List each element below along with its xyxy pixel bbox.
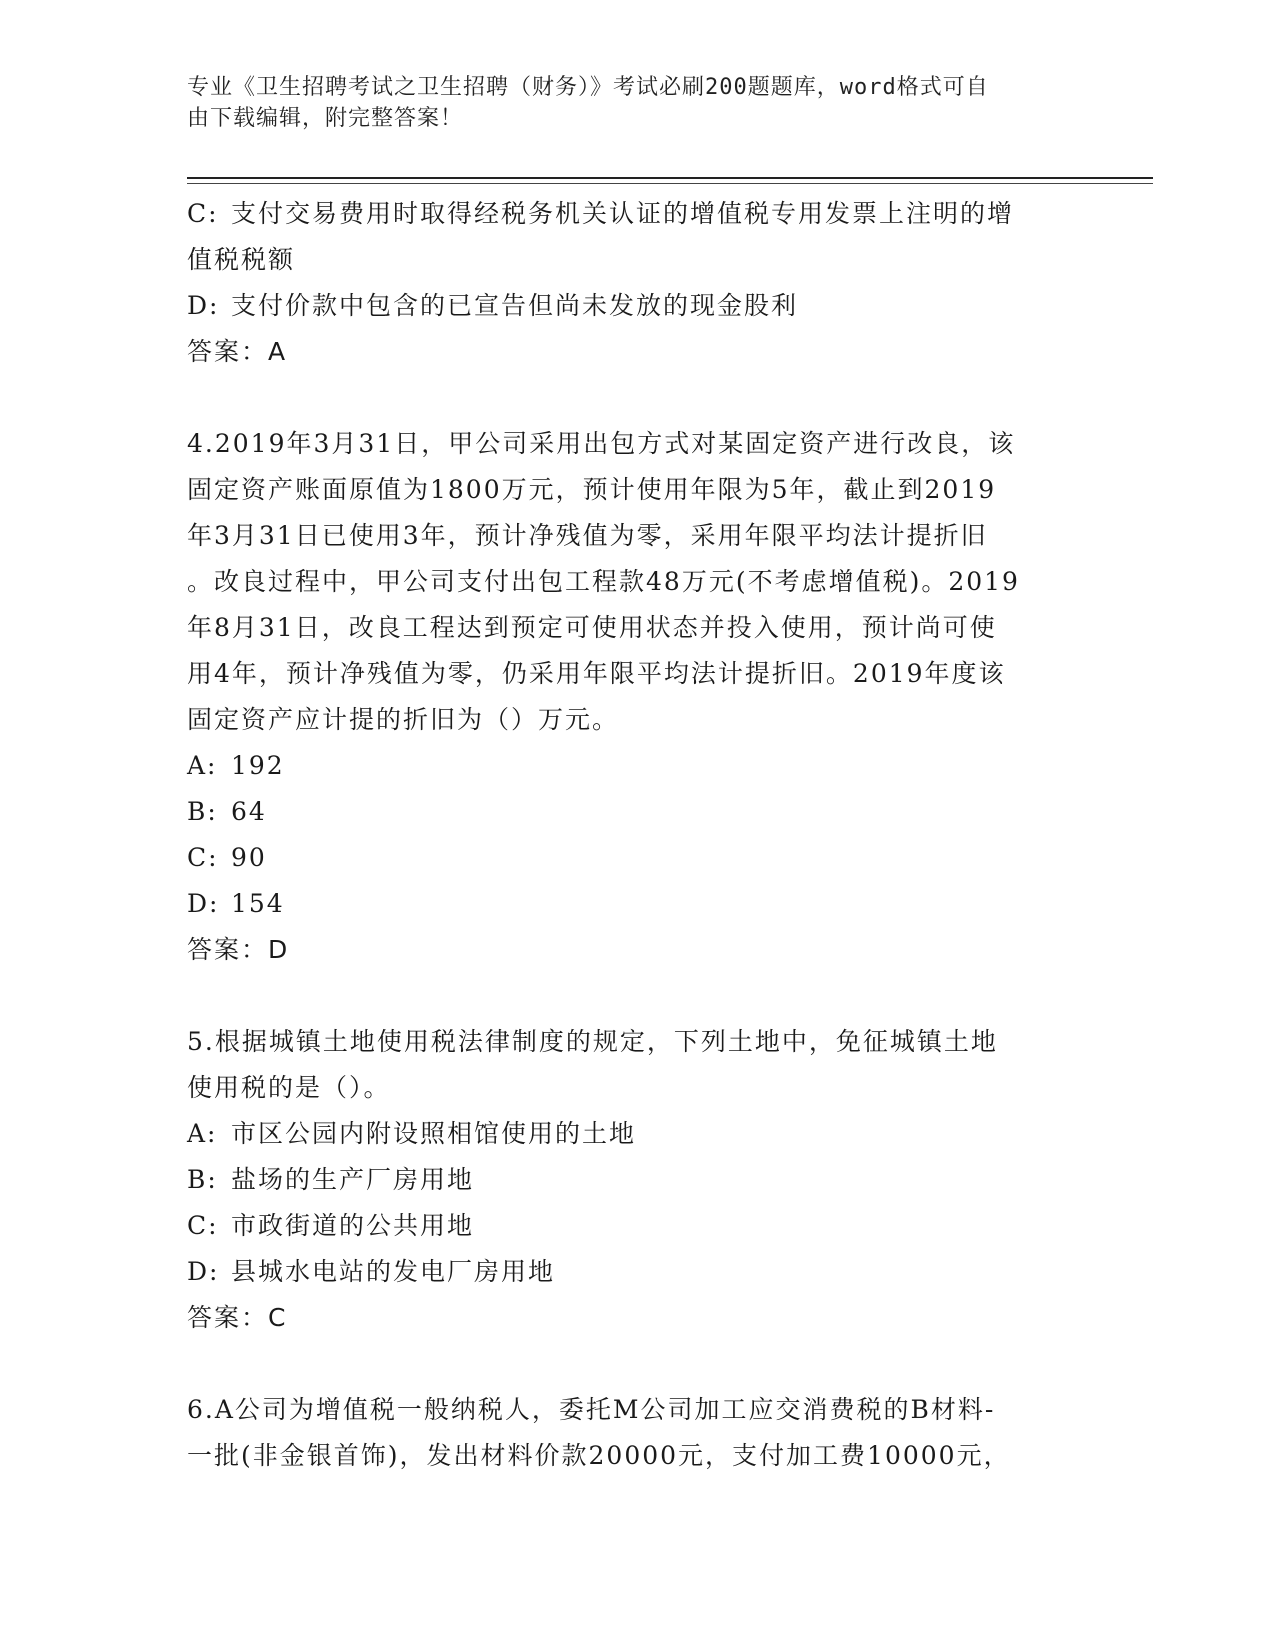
answer: 答案：A [187,337,288,366]
spacer [187,1341,1087,1387]
option-label: B: [187,797,218,826]
option-d [187,1249,1087,1295]
option-d [187,881,1087,927]
option-label: C: [187,843,219,872]
question-text-line: 使用税的是（）。 [187,1073,391,1102]
option-text: 154 [231,889,285,918]
option-c [187,1203,1087,1249]
question-5 [187,1019,1087,1341]
header-line-1: 专业《卫生招聘考试之卫生招聘（财务）》考试必刷200题题库，word格式可自 [187,75,989,100]
question-text-line: 固定资产账面原值为1800万元，预计使用年限为5年，截止到2019 [187,475,997,504]
option-text: 市区公园内附设照相馆使用的土地 [231,1119,637,1148]
question-text-line: 5.根据城镇土地使用税法律制度的规定，下列土地中，免征城镇土地 [187,1027,998,1056]
question-text-line: 一批(非金银首饰)，发出材料价款20000元，支付加工费10000元， [187,1441,1011,1470]
spacer [187,973,1087,1019]
option-text: 县城水电站的发电厂房用地 [231,1257,556,1286]
question-text-line: 6.A公司为增值税一般纳税人，委托M公司加工应交消费税的B材料- [187,1395,996,1424]
option-text: 市政街道的公共用地 [231,1211,475,1240]
question-text-line: 。改良过程中，甲公司支付出包工程款48万元(不考虑增值税)。2019 [187,567,1020,596]
option-c [187,191,1087,237]
option-c [187,835,1087,881]
option-label: D: [187,889,220,918]
option-b [187,789,1087,835]
option-d [187,283,1087,329]
option-text: 192 [231,751,285,780]
question-text-line: 固定资产应计提的折旧为（）万元。 [187,705,620,734]
option-label: C: [187,1211,219,1240]
option-text: 支付价款中包含的已宣告但尚未发放的现金股利 [231,291,799,320]
option-label: B: [187,1165,218,1194]
option-a [187,1111,1087,1157]
option-text: 盐场的生产厂房用地 [231,1165,475,1194]
header-divider-thin [187,183,1153,184]
option-text: 64 [231,797,267,826]
option-c-continued: 值税税额 [187,245,296,274]
answer: 答案：D [187,935,290,964]
question-text-line: 4.2019年3月31日，甲公司采用出包方式对某固定资产进行改良，该 [187,429,1016,458]
header-line-2: 由下载编辑，附完整答案！ [187,106,464,131]
document-body [187,191,1087,1479]
question-text-line: 用4年，预计净残值为零，仍采用年限平均法计提折旧。2019年度该 [187,659,1006,688]
question-4 [187,421,1087,973]
option-label: A: [187,1119,218,1148]
option-label: D: [187,1257,220,1286]
question-text-line: 年3月31日已使用3年，预计净残值为零，采用年限平均法计提折旧 [187,521,988,550]
question-6 [187,1387,1087,1479]
spacer [187,375,1087,421]
option-label: A: [187,751,218,780]
question-text-line: 年8月31日，改良工程达到预定可使用状态并投入使用，预计尚可使 [187,613,997,642]
option-a [187,743,1087,789]
option-text: 支付交易费用时取得经税务机关认证的增值税专用发票上注明的增 [231,199,1015,228]
answer: 答案：C [187,1303,288,1332]
question-3-tail [187,191,1087,375]
option-label: D: [187,291,220,320]
option-label: C: [187,199,219,228]
option-b [187,1157,1087,1203]
document-header [187,72,1067,134]
header-divider-thick [187,177,1153,179]
option-text: 90 [231,843,267,872]
